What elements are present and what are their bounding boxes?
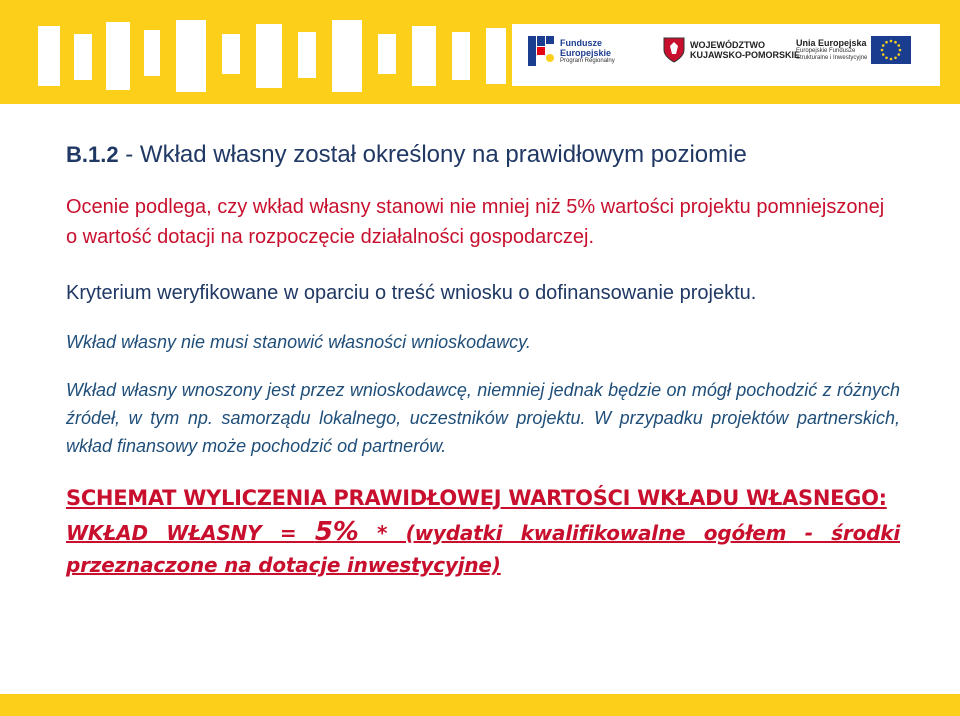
footer-bar — [0, 694, 960, 716]
unia-europejska-logo — [796, 36, 911, 64]
fe-logo-line1: Fundusze — [560, 37, 602, 48]
fundusze-europejskie-icon — [528, 34, 556, 68]
kp-logo-line1: WOJEWÓDZTWO — [690, 40, 765, 50]
fe-logo-line3: Program Regionalny — [560, 57, 615, 64]
header-banner — [0, 0, 960, 104]
slide-content — [66, 138, 900, 581]
ue-logo-line3: Strukturalne i Inwestycyjne — [796, 55, 868, 61]
fundusze-europejskie-logo — [528, 34, 615, 68]
source-note: Wkład własny wnoszony jest przez wnioskodawcę, niemniej jednak będzie on mógł pochodzić z różnych źródeł, w tym np. samorządu lokalnego, uczestników projektu. W przypadku projektów partnerskich, wkład finansowy może pochodzić od partnerów. — [66, 380, 900, 456]
wojewodztwo-logo — [662, 36, 800, 64]
criterion-title: - Wkład własny został określony na prawidłowym poziomie — [118, 141, 747, 168]
formula-percent: 5% — [314, 517, 359, 547]
logo-panel — [512, 24, 940, 86]
formula-end: * (wydatki kwalifikowalne ogółem - środki przeznaczone na dotacje inwestycyjne) — [66, 521, 900, 577]
header-stripes-decoration — [0, 0, 520, 104]
formula — [66, 516, 900, 581]
verification-note: Kryterium weryfikowane w oparciu o treść wniosku o dofinansowanie projektu. — [66, 282, 757, 304]
fe-logo-line2: Europejskie — [560, 47, 612, 58]
slide-title — [66, 138, 900, 172]
eu-flag-icon — [871, 36, 911, 64]
formula-start: WKŁAD WŁASNY = — [66, 521, 315, 545]
kp-logo-line2: KUJAWSKO-POMORSKIE — [690, 50, 801, 60]
criterion-number: B.1.2 — [66, 142, 119, 167]
criterion-description: Ocenie podlega, czy wkład własny stanowi nie mniej niż 5% wartości projektu pomniejszonej o wartość dotacji na rozpoczęcie działalności gospodarczej. — [66, 196, 885, 248]
scheme-heading: SCHEMAT WYLICZENIA PRAWIDŁOWEJ WARTOŚCI WKŁADU WŁASNEGO: — [66, 486, 887, 510]
ue-logo-line1: Unia Europejska — [796, 38, 867, 48]
coat-of-arms-icon — [662, 36, 686, 64]
ownership-note: Wkład własny nie musi stanowić własności wnioskodawcy. — [66, 332, 531, 352]
ue-logo-line2: Europejskie Fundusze — [796, 48, 856, 54]
